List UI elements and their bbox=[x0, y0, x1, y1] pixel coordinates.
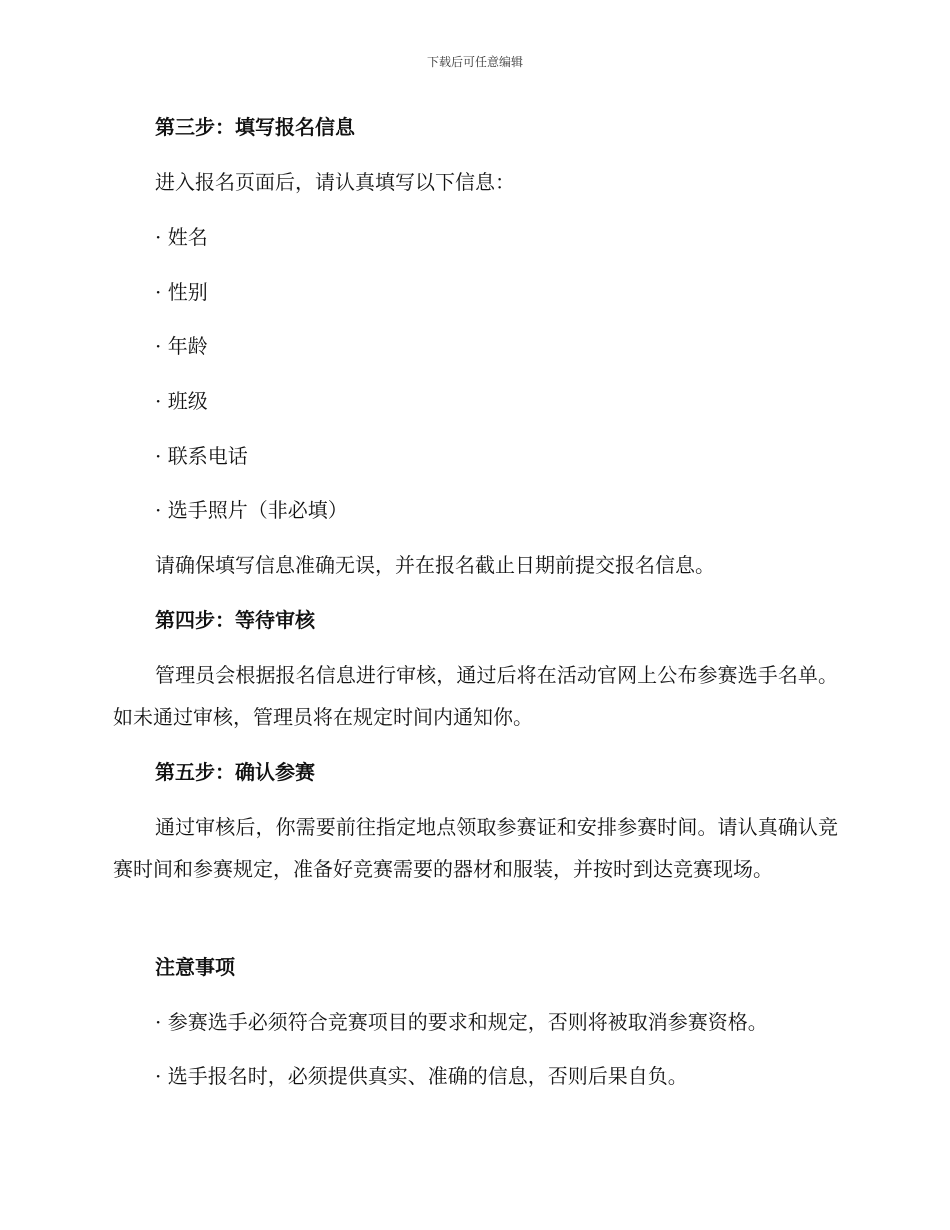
step4-heading: 第四步：等待审核 bbox=[155, 608, 315, 632]
step5-heading: 第五步：确认参赛 bbox=[155, 760, 315, 784]
list-item: · 选手照片（非必填） bbox=[155, 498, 348, 522]
list-item: · 联系电话 bbox=[155, 444, 248, 468]
list-item: · 姓名 bbox=[155, 225, 208, 249]
step3-intro: 进入报名页面后，请认真填写以下信息： bbox=[155, 170, 515, 194]
list-item: · 参赛选手必须符合竞赛项目的要求和规定，否则将被取消参赛资格。 bbox=[155, 1010, 768, 1034]
step3-heading: 第三步：填写报名信息 bbox=[155, 115, 355, 139]
step5-body: 通过审核后，你需要前往指定地点领取参赛证和安排参赛时间。请认真确认竞赛时间和参赛规定，准备好竞赛需要的器材和服装，并按时到达竞赛现场。 bbox=[113, 815, 838, 881]
list-item: · 班级 bbox=[155, 389, 208, 413]
step4-body: 管理员会根据报名信息进行审核，通过后将在活动官网上公布参赛选手名单。如未通过审核，管理员将在规定时间内通知你。 bbox=[113, 663, 838, 729]
list-item: · 性别 bbox=[155, 280, 208, 304]
page-header: 下载后可任意编辑 bbox=[426, 55, 523, 69]
list-item: · 选手报名时，必须提供真实、准确的信息，否则后果自负。 bbox=[155, 1064, 688, 1088]
step3-note: 请确保填写信息准确无误，并在报名截止日期前提交报名信息。 bbox=[155, 553, 715, 577]
list-item: · 年龄 bbox=[155, 334, 208, 358]
notes-heading: 注意事项 bbox=[155, 955, 235, 979]
